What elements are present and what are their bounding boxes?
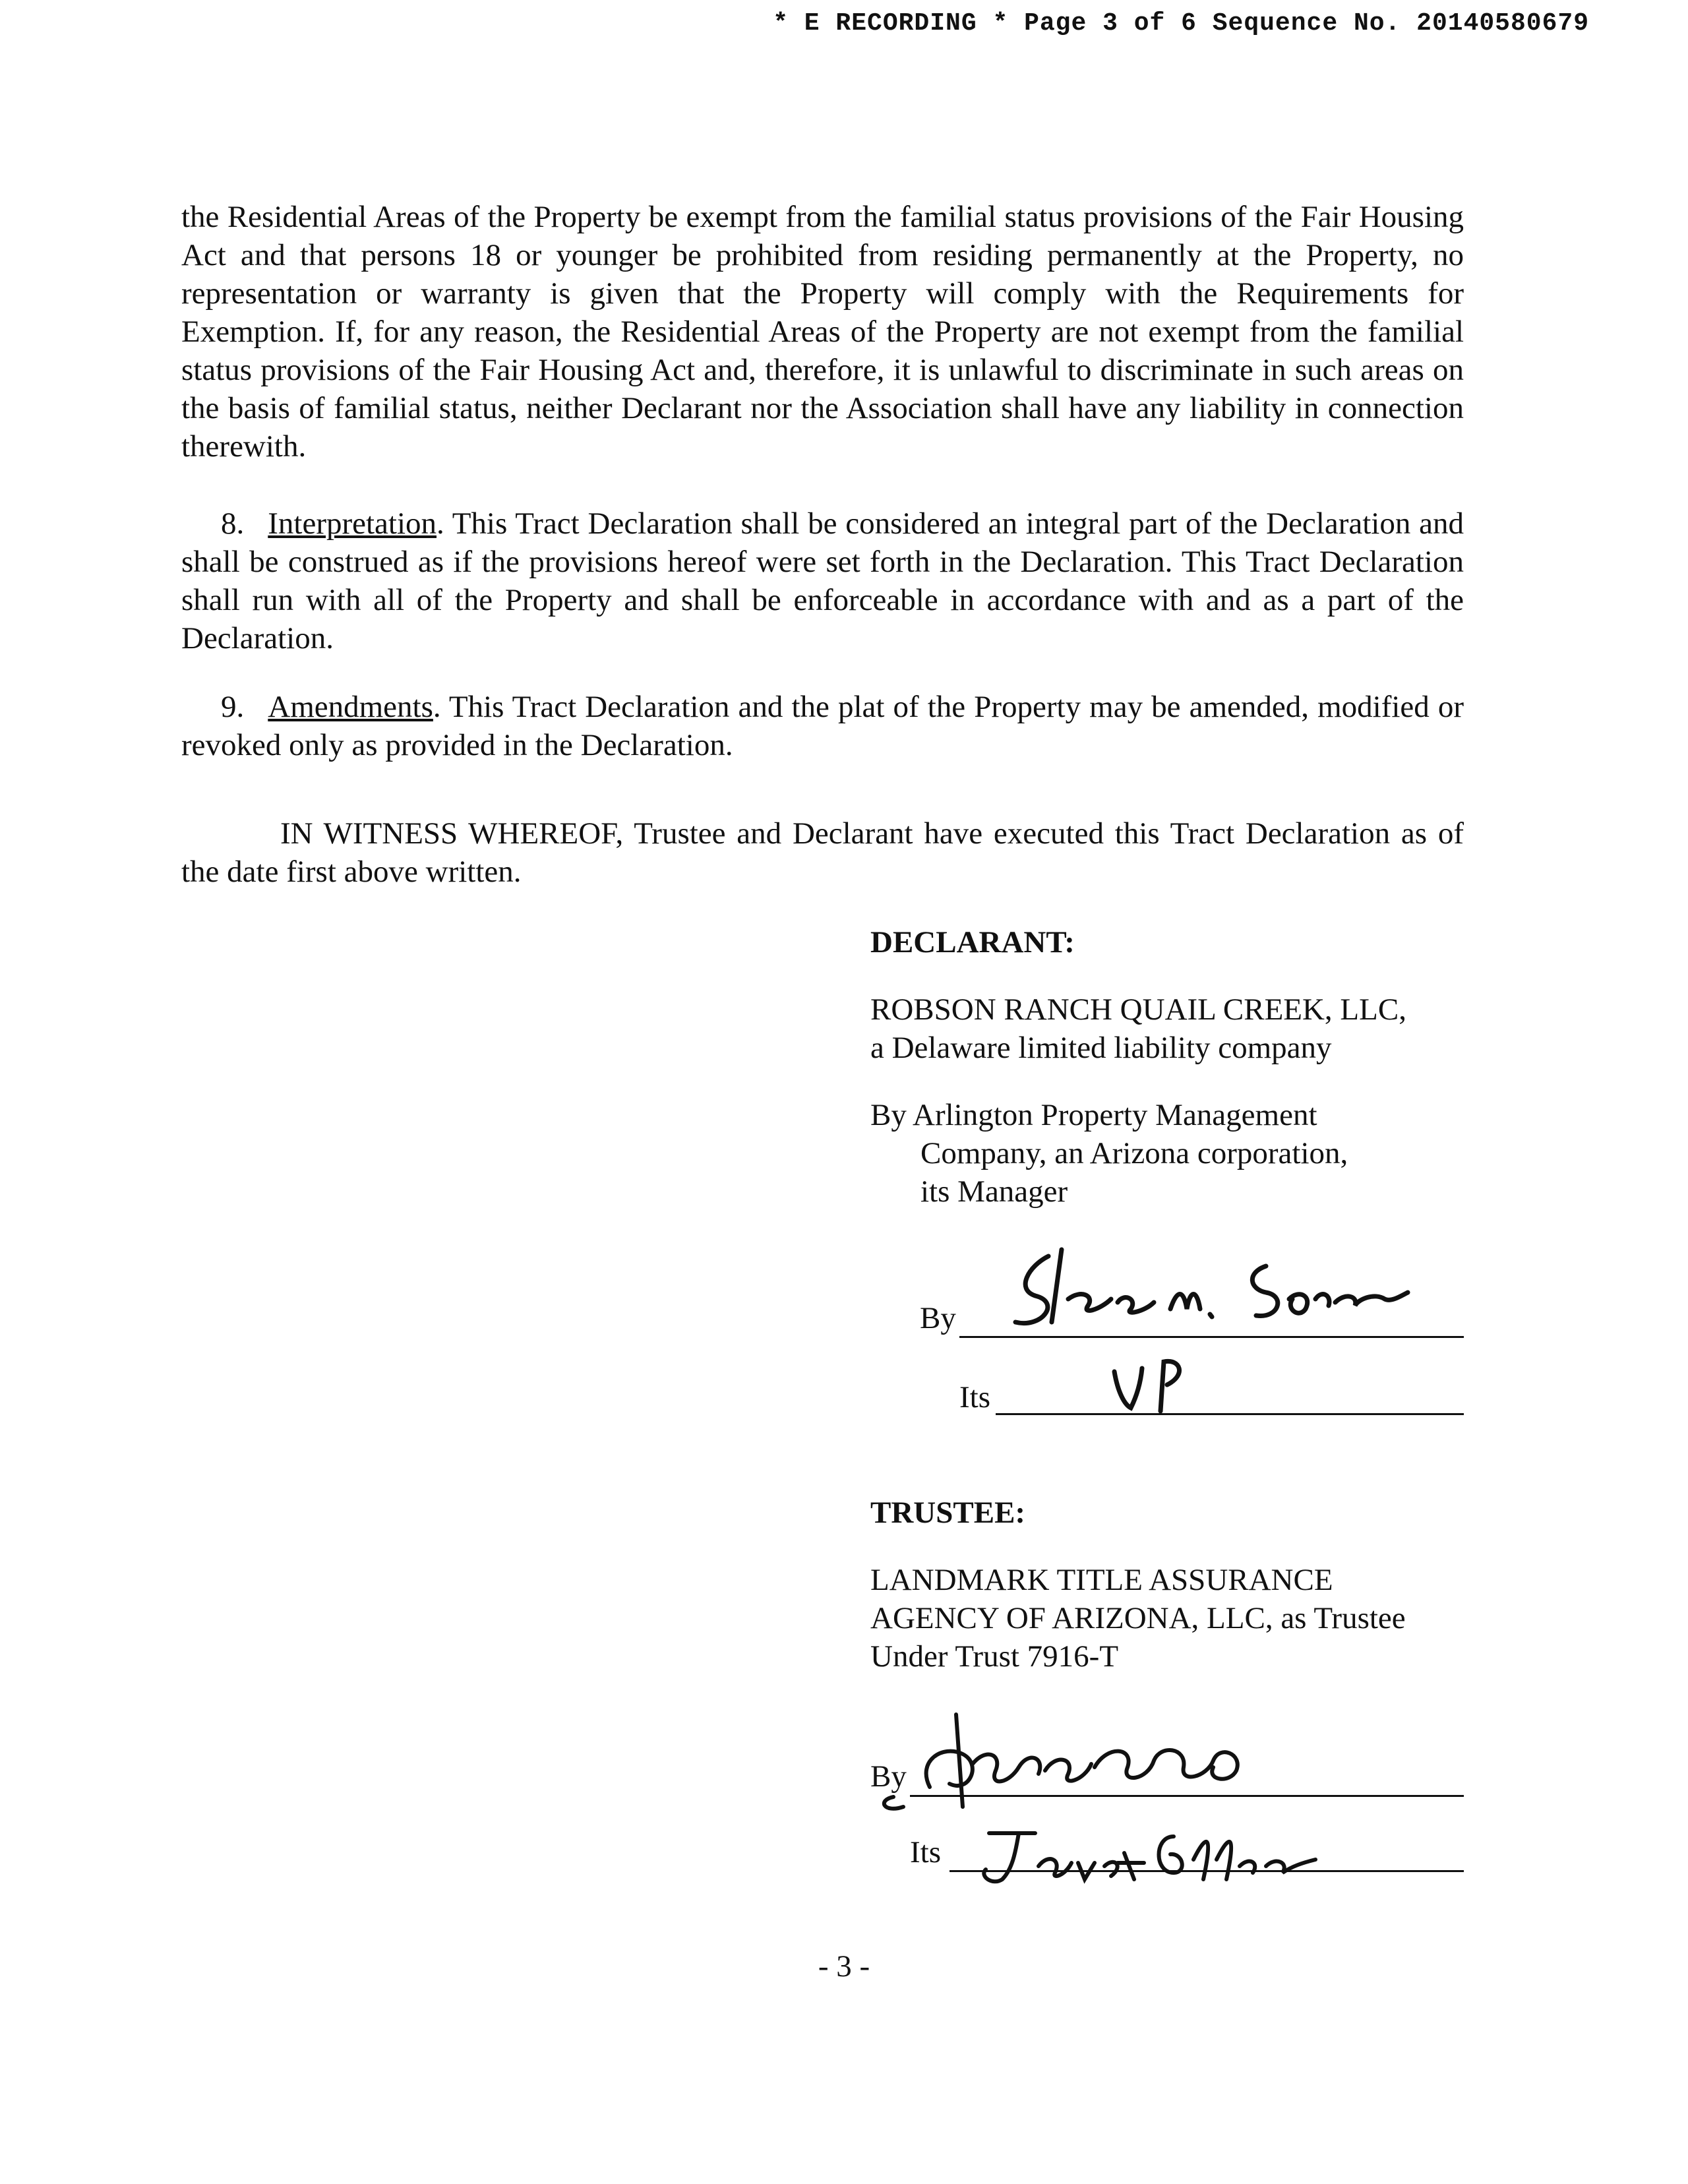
trustee-by-label: By [870,1759,907,1794]
section-9 [181,688,1464,764]
trustee-line2: AGENCY OF ARIZONA, LLC, as Trustee [870,1601,1406,1635]
section-8-number: 8. [221,506,245,541]
recording-header: * E RECORDING * Page 3 of 6 Sequence No. 20140580679 [773,9,1589,38]
declarant-manager-line3: its Manager [920,1174,1068,1209]
trustee-line3: Under Trust 7916-T [870,1639,1119,1674]
declarant-by-label: By [920,1301,956,1335]
declarant-heading: DECLARANT: [870,925,1075,959]
declarant-manager-line1: By Arlington Property Management [870,1098,1317,1132]
declarant-its-handwritten [1095,1349,1193,1421]
declarant-its-line [996,1413,1464,1415]
declarant-signature [989,1236,1418,1342]
witness-paragraph [181,814,1464,891]
section-8-heading: Interpretation [268,506,437,541]
witness-text: IN WITNESS WHEREOF, Trustee and Declarant have executed this Tract Declaration as of the date first above written. [181,816,1464,889]
section-9-text [181,688,1464,764]
declarant-its-label: Its [959,1380,990,1414]
trustee-its-handwritten [956,1807,1325,1899]
declarant-block [870,923,1464,1211]
trustee-its-label: Its [910,1835,941,1869]
section-9-body: . This Tract Declaration and the plat of the Property may be amended, modified or revoked only as provided in the Declaration. [181,690,1464,762]
section-8 [181,504,1464,657]
declarant-company-line1: ROBSON RANCH QUAIL CREEK, LLC, [870,992,1406,1027]
continuation-paragraph [181,198,1464,466]
trustee-signature [857,1708,1286,1820]
section-8-body: . This Tract Declaration shall be considered an integral part of the Declaration and shall be construed as if the provisions hereof were set forth in the Declaration. This Tract Declaration shall run with all of the Property and shall be enforceable in accordance with and as a part of the Declaration. [181,506,1464,655]
section-9-number: 9. [221,690,245,724]
continuation-text: the Residential Areas of the Property be exempt from the familial status provisions of the Fair Housing Act and that persons 18 or younger be prohibited from residing permanently at the Property, no representation or warranty is given that the Property will comply with the Requirements for Exemption. If, for any reason, the Residential Areas of the Property are not exempt from the familial status provisions of the Fair Housing Act and, therefore, it is unlawful to discriminate in such areas on the basis of familial status, neither Declarant nor the Association shall have any liability in connection therewith. [181,200,1464,464]
trustee-heading: TRUSTEE: [870,1496,1026,1530]
trustee-line1: LANDMARK TITLE ASSURANCE [870,1563,1333,1597]
section-9-heading: Amendments [268,690,433,724]
declarant-company-line2: a Delaware limited liability company [870,1031,1332,1065]
section-8-text [181,504,1464,657]
trustee-block [870,1494,1464,1676]
declarant-manager-line2: Company, an Arizona corporation, [920,1136,1348,1170]
page-number: - 3 - [818,1949,870,1984]
